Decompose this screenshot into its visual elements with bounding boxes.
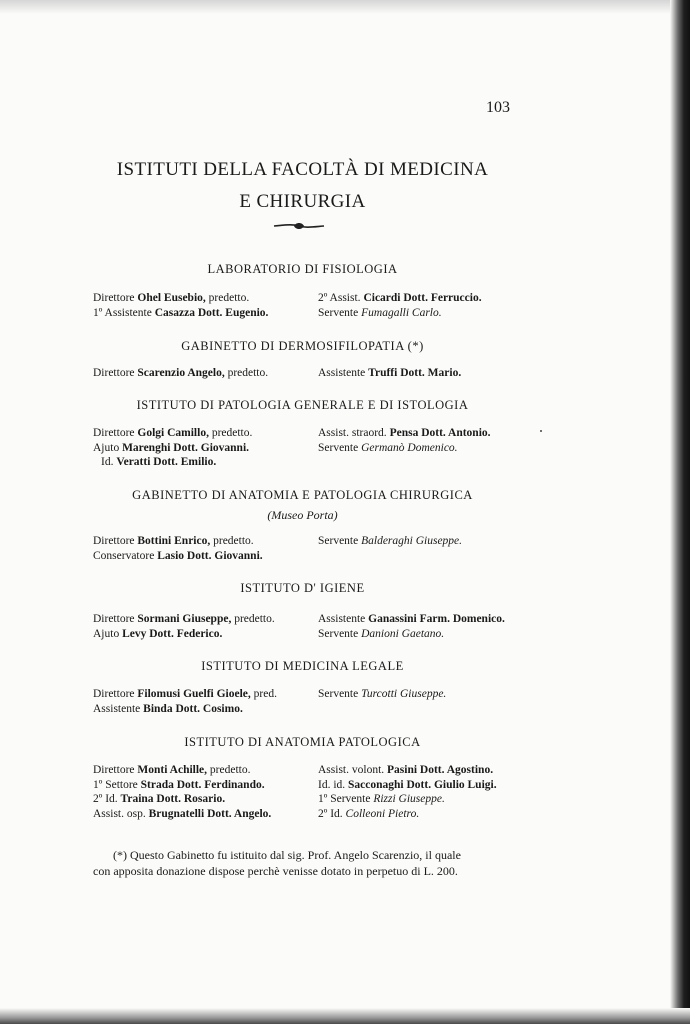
staff-entry: Direttore Scarenzio Angelo, predetto. [93,367,269,379]
anatomia-patologica-right-column [318,763,497,821]
heading-patologia-generale: ISTITUTO DI PATOLOGIA GENERALE E DI ISTOLOGIA [136,398,469,412]
fisiologia-left-column [93,291,268,320]
staff-entry: 1º Settore Strada Dott. Ferdinando. [93,778,265,791]
print-speck [540,430,542,432]
heading-fisiologia: LABORATORIO DI FISIOLOGIA [207,262,398,276]
patologia-left-column [93,426,252,470]
fisiologia-right-column [318,291,482,320]
staff-entry: Direttore Bottini Enrico, predetto. [93,535,254,547]
anatomia-chirurgica-left-column [93,534,263,563]
page-binding-edge [670,0,690,1024]
page-top-edge [0,0,690,14]
staff-entry: Ajuto Levy Dott. Federico. [93,627,223,640]
ornament-rule-icon [272,220,326,232]
igiene-left-column [93,612,275,641]
staff-entry: Assist. osp. Brugnatelli Dott. Angelo. [93,807,272,820]
heading-medicina-legale: ISTITUTO DI MEDICINA LEGALE [201,659,404,673]
staff-entry: Direttore Ohel Eusebio, predetto. [93,292,250,304]
page-bottom-edge [0,1008,690,1024]
heading-dermosifilopatia: GABINETTO DI DERMOSIFILOPATIA (*) [181,339,424,353]
staff-entry: Direttore Monti Achille, predetto. [93,764,251,776]
staff-entry: Servente Turcotti Giuseppe. [318,688,447,700]
staff-entry: Assist. volont. Pasini Dott. Agostino. [318,764,494,776]
staff-entry: 1º Servente Rizzi Giuseppe. [318,793,445,806]
staff-entry: Id. Veratti Dott. Emilio. [101,456,217,469]
staff-entry: Conservatore Lasio Dott. Giovanni. [93,549,263,562]
patologia-right-column [318,426,491,455]
staff-entry: Assistente Binda Dott. Cosimo. [93,702,243,715]
staff-entry: Assistente Truffi Dott. Mario. [318,367,462,379]
heading-anatomia-chirurgica: GABINETTO DI ANATOMIA E PATOLOGIA CHIRURGICA [132,488,473,502]
medicina-legale-right-column [318,687,446,702]
staff-entry: 2º Id. Colleoni Pietro. [318,807,420,820]
page-number: 103 [486,99,510,116]
staff-entry: Servente Germanò Domenico. [318,441,458,454]
staff-entry: Id. id. Sacconaghi Dott. Giulio Luigi. [318,778,497,791]
staff-entry: Assist. straord. Pensa Dott. Antonio. [318,427,491,439]
staff-entry: 2º Id. Traina Dott. Rosario. [93,793,226,806]
heading-anatomia-patologica: ISTITUTO DI ANATOMIA PATOLOGICA [184,735,421,749]
anatomia-chirurgica-right-column [318,534,462,549]
subheading-museo-porta: (Museo Porta) [267,508,338,522]
staff-entry: Ajuto Marenghi Dott. Giovanni. [93,441,250,454]
dermosifilopatia-left-column [93,366,268,381]
main-title-line2: E CHIRURGIA [239,191,366,212]
igiene-right-column [318,612,505,641]
staff-entry: Servente Fumagalli Carlo. [318,306,442,319]
medicina-legale-left-column [93,687,277,716]
anatomia-patologica-left-column [93,763,271,821]
staff-entry: Direttore Filomusi Guelfi Gioele, pred. [93,688,277,700]
staff-entry: Assistente Ganassini Farm. Domenico. [318,613,505,625]
footnote [93,847,518,879]
heading-igiene: ISTITUTO D' IGIENE [240,581,365,595]
dermosifilopatia-right-column [318,366,461,381]
footnote-line1: (*) Questo Gabinetto fu istituito dal sig. Prof. Angelo Scarenzio, il quale [113,848,461,862]
main-title-line1: ISTITUTI DELLA FACOLTÀ DI MEDICINA [116,159,489,180]
staff-entry: Direttore Golgi Camillo, predetto. [93,427,253,439]
staff-entry: Servente Balderaghi Giuseppe. [318,535,463,547]
staff-entry: Direttore Sormani Giuseppe, predetto. [93,613,275,625]
staff-entry: Servente Danioni Gaetano. [318,627,445,640]
staff-entry: 2º Assist. Cicardi Dott. Ferruccio. [318,292,482,304]
staff-entry: 1º Assistente Casazza Dott. Eugenio. [93,306,269,319]
footnote-line2: con apposita donazione dispose perchè venisse dotato in perpetuo di L. 200. [93,864,458,878]
